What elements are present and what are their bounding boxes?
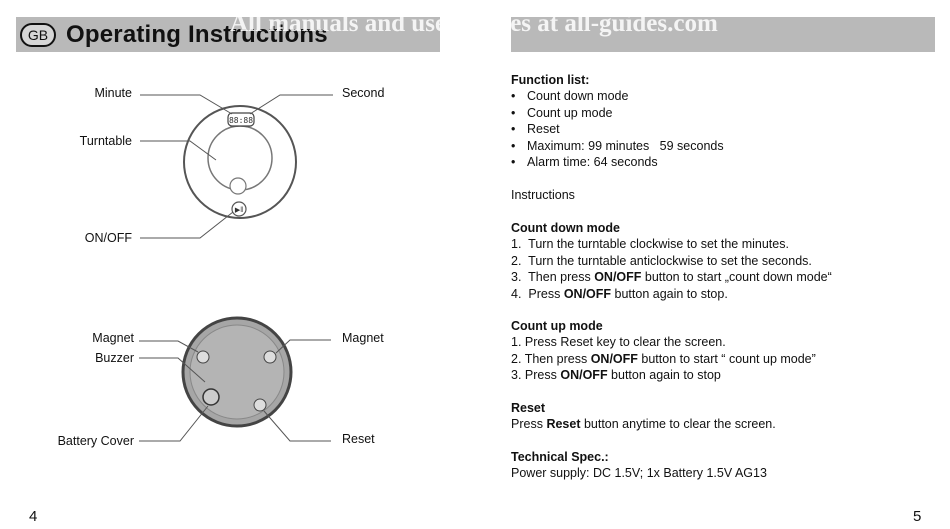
tech-spec-section <box>511 449 931 482</box>
instructions-heading: Instructions <box>511 188 575 202</box>
label-second: Second <box>342 86 385 100</box>
reset-button-icon <box>254 399 266 411</box>
front-view-diagram <box>140 95 333 238</box>
function-list <box>511 72 931 170</box>
count-up-step: 1. Press Reset key to clear the screen. <box>511 335 726 350</box>
svg-text:88:88: 88:88 <box>228 116 254 125</box>
function-item: • Count up mode <box>511 105 931 121</box>
count-down-step: 1. Turn the turntable clockwise to set the minutes. <box>511 237 789 252</box>
page-number-left: 4 <box>29 508 38 525</box>
battery-cover-icon <box>203 389 219 405</box>
magnet-left-icon <box>197 351 209 363</box>
magnet-right-icon <box>264 351 276 363</box>
label-onoff: ON/OFF <box>84 231 132 245</box>
count-up-step: 2. Then press ON/OFF button to start “ count up mode” <box>511 351 816 366</box>
back-cover-inner <box>190 325 284 419</box>
count-down-section <box>511 220 931 302</box>
count-down-heading: Count down mode <box>511 221 621 235</box>
center-knob <box>230 178 246 194</box>
count-down-step: 4. Press ON/OFF button again to stop. <box>511 286 728 301</box>
back-view-diagram <box>139 318 331 441</box>
page-number-right: 5 <box>913 508 922 525</box>
language-badge: GB <box>20 23 56 47</box>
reset-text: Press Reset button anytime to clear the screen. <box>511 417 776 432</box>
label-minute: Minute <box>94 86 132 100</box>
function-item: • Reset <box>511 121 931 137</box>
watermark: All manuals and user guides at all-guides.com <box>230 10 718 37</box>
function-item: • Maximum: 99 minutes 59 seconds <box>511 138 931 154</box>
reset-heading: Reset <box>511 401 546 415</box>
count-down-step: 3. Then press ON/OFF button to start „count down mode“ <box>511 270 832 285</box>
label-battery-cover: Battery Cover <box>57 434 134 448</box>
page-title: Operating Instructions <box>66 21 328 48</box>
count-up-step: 3. Press ON/OFF button again to stop <box>511 368 721 383</box>
function-item: • Alarm time: 64 seconds <box>511 154 931 170</box>
function-item: • Count down mode <box>511 88 931 104</box>
function-list-heading: Function list: <box>511 73 590 87</box>
label-magnet-right: Magnet <box>342 331 384 345</box>
reset-section <box>511 400 931 433</box>
tech-spec-heading: Technical Spec.: <box>511 450 609 464</box>
label-turntable: Turntable <box>79 134 132 148</box>
count-down-step: 2. Turn the turntable anticlockwise to set the seconds. <box>511 253 812 268</box>
label-buzzer: Buzzer <box>95 351 134 365</box>
label-reset: Reset <box>342 432 375 446</box>
tech-spec-text: Power supply: DC 1.5V; 1x Battery 1.5V AG13 <box>511 466 767 481</box>
count-up-section <box>511 318 931 384</box>
svg-text:▶‖: ▶‖ <box>234 207 244 214</box>
label-magnet-left: Magnet <box>92 331 134 345</box>
count-up-heading: Count up mode <box>511 319 603 333</box>
